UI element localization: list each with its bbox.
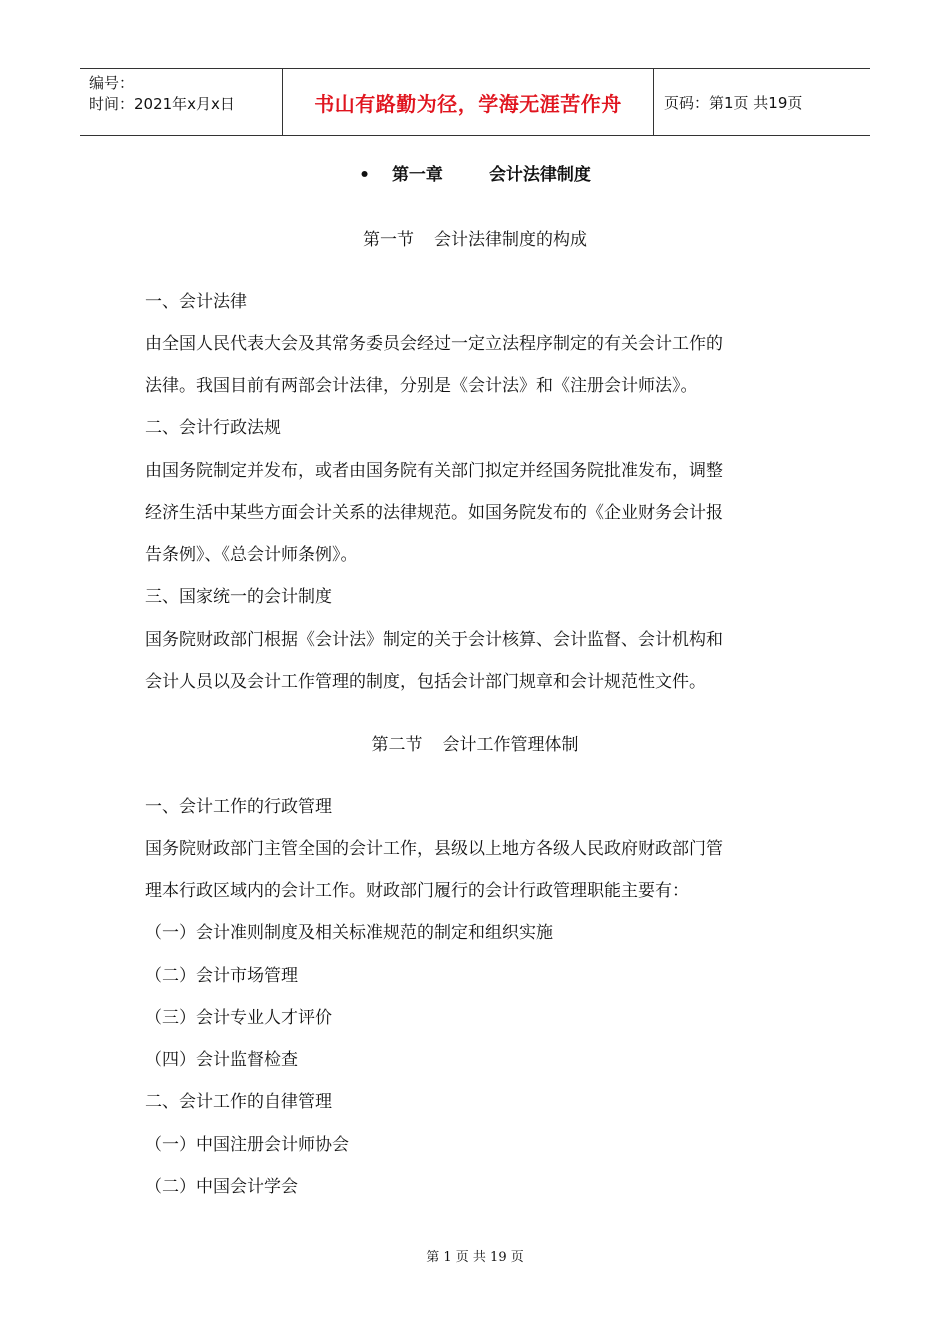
paragraph-line: 国务院财政部门根据《会计法》制定的关于会计核算、会计监督、会计机构和 bbox=[145, 630, 723, 650]
chapter-number: 第一章 bbox=[391, 165, 443, 185]
subheading: 二、会计工作的自律管理 bbox=[145, 1092, 332, 1112]
list-item: （二）中国会计学会 bbox=[145, 1177, 298, 1197]
section-title: 会计工作管理体制 bbox=[442, 735, 579, 755]
subheading: 二、会计行政法规 bbox=[145, 418, 281, 438]
chapter-heading bbox=[0, 160, 950, 185]
date-label: 时间：2021年x月x日 bbox=[89, 95, 235, 113]
list-item: （二）会计市场管理 bbox=[145, 966, 298, 986]
section-number: 第二节 bbox=[371, 735, 423, 755]
section-number: 第一节 bbox=[363, 230, 414, 250]
paragraph-line: 告条例》、《总会计师条例》。 bbox=[145, 545, 358, 565]
subheading: 三、国家统一的会计制度 bbox=[145, 587, 332, 607]
list-item: （一）会计准则制度及相关标准规范的制定和组织实施 bbox=[145, 923, 553, 943]
paragraph-line: 会计人员以及会计工作管理的制度，包括会计部门规章和会计规范性文件。 bbox=[145, 672, 706, 692]
page-footer: 第 1 页 共 19 页 bbox=[426, 1250, 524, 1265]
paragraph-line: 理本行政区域内的会计工作。财政部门履行的会计行政管理职能主要有： bbox=[145, 881, 689, 901]
code-label: 编号： bbox=[89, 74, 135, 92]
header-left-cell bbox=[80, 69, 282, 135]
paragraph-line: 法律。我国目前有两部会计法律，分别是《会计法》和《注册会计师法》。 bbox=[145, 376, 698, 396]
list-item: （一）中国注册会计师协会 bbox=[145, 1135, 349, 1155]
page-header bbox=[80, 68, 870, 136]
paragraph-line: 经济生活中某些方面会计关系的法律规范。如国务院发布的《企业财务会计报 bbox=[145, 503, 723, 523]
chapter-title: 会计法律制度 bbox=[488, 165, 591, 185]
bullet-icon: • bbox=[359, 165, 370, 185]
paragraph-line: 由国务院制定并发布，或者由国务院有关部门拟定并经国务院批准发布，调整 bbox=[145, 461, 723, 481]
subheading: 一、会计工作的行政管理 bbox=[145, 797, 332, 817]
paragraph-line: 国务院财政部门主管全国的会计工作，县级以上地方各级人民政府财政部门管 bbox=[145, 839, 723, 859]
list-item: （四）会计监督检查 bbox=[145, 1050, 298, 1070]
header-motto: 书山有路勤为径，学海无涯苦作舟 bbox=[282, 69, 654, 135]
subheading: 一、会计法律 bbox=[145, 292, 247, 312]
paragraph-line: 由全国人民代表大会及其常务委员会经过一定立法程序制定的有关会计工作的 bbox=[145, 334, 723, 354]
header-page-info: 页码：第1页 共19页 bbox=[664, 93, 803, 112]
section-heading-1 bbox=[0, 225, 950, 250]
section-heading-2 bbox=[0, 730, 950, 755]
list-item: （三）会计专业人才评价 bbox=[145, 1008, 332, 1028]
section-title: 会计法律制度的构成 bbox=[434, 230, 587, 250]
